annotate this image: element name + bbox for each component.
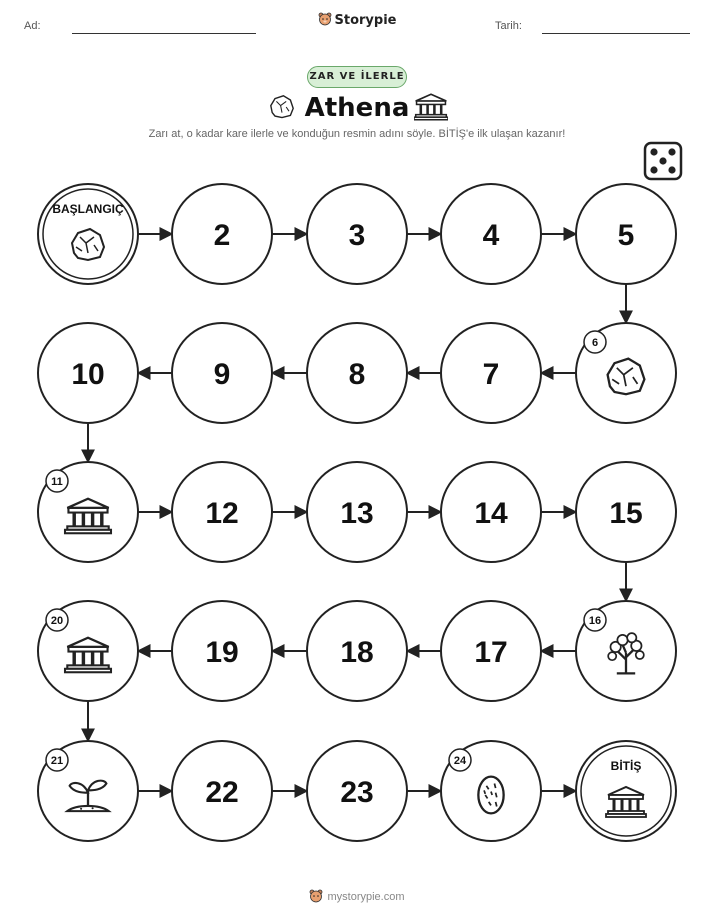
square-number: 22 bbox=[205, 776, 239, 809]
square-number-badge: 6 bbox=[591, 337, 599, 349]
finish-square[interactable] bbox=[576, 741, 676, 841]
footer-url: mystorypie.com bbox=[327, 891, 405, 903]
board-square-16[interactable] bbox=[576, 601, 676, 701]
board-square-18[interactable] bbox=[307, 601, 407, 701]
olive-icon bbox=[478, 777, 503, 814]
board-square-19[interactable] bbox=[172, 601, 272, 701]
square-number-badge: 21 bbox=[50, 755, 64, 767]
square-number-badge: 11 bbox=[51, 476, 63, 488]
board-square-7[interactable] bbox=[441, 323, 541, 423]
date-label: Tarih: bbox=[495, 20, 522, 32]
board-square-10[interactable] bbox=[38, 323, 138, 423]
start-label: BAŞLANGIÇ bbox=[52, 202, 124, 216]
board-square-15[interactable] bbox=[576, 462, 676, 562]
finish-label: BİTİŞ bbox=[610, 759, 642, 773]
board-square-4[interactable] bbox=[441, 184, 541, 284]
game-type-badge: ZAR VE İLERLE bbox=[307, 66, 407, 88]
board-square-5[interactable] bbox=[576, 184, 676, 284]
square-number: 3 bbox=[348, 219, 366, 252]
rock-icon bbox=[72, 229, 104, 260]
square-number: 23 bbox=[340, 776, 374, 809]
square-number: 7 bbox=[482, 358, 500, 391]
name-label: Ad: bbox=[24, 20, 41, 32]
storypie-bear-logo-icon bbox=[309, 889, 323, 903]
square-number-badge: 24 bbox=[453, 755, 467, 767]
square-number: 18 bbox=[340, 636, 374, 669]
square-number: 2 bbox=[213, 219, 231, 252]
board-square-14[interactable] bbox=[441, 462, 541, 562]
board-square-12[interactable] bbox=[172, 462, 272, 562]
square-number: 19 bbox=[205, 636, 239, 669]
board-square-21[interactable] bbox=[38, 741, 138, 841]
start-square[interactable] bbox=[38, 184, 138, 284]
brand-name: Storypie bbox=[334, 13, 397, 28]
square-number: 5 bbox=[617, 219, 635, 252]
page-title: Athena bbox=[304, 93, 410, 123]
square-number-badge: 20 bbox=[50, 615, 64, 627]
board-square-8[interactable] bbox=[307, 323, 407, 423]
board-square-20[interactable] bbox=[38, 601, 138, 701]
square-number: 10 bbox=[71, 358, 105, 391]
square-number: 12 bbox=[205, 497, 239, 530]
board-square-11[interactable] bbox=[38, 462, 138, 562]
board-square-17[interactable] bbox=[441, 601, 541, 701]
board-square-13[interactable] bbox=[307, 462, 407, 562]
rock-icon bbox=[608, 359, 645, 395]
square-number: 17 bbox=[474, 636, 508, 669]
square-number: 9 bbox=[213, 358, 231, 391]
board-square-23[interactable] bbox=[307, 741, 407, 841]
square-number: 13 bbox=[340, 497, 374, 530]
board-square-2[interactable] bbox=[172, 184, 272, 284]
footer bbox=[0, 889, 714, 903]
square-number: 4 bbox=[482, 219, 500, 252]
instructions: Zarı at, o kadar kare ilerle ve konduğun resmin adını söyle. BİTİŞ'e ilk ulaşan kazanır! bbox=[148, 128, 566, 140]
square-number: 14 bbox=[474, 497, 508, 530]
board-square-9[interactable] bbox=[172, 323, 272, 423]
board-square-24[interactable] bbox=[441, 741, 541, 841]
board-square-6[interactable] bbox=[576, 323, 676, 423]
board-square-3[interactable] bbox=[307, 184, 407, 284]
square-number: 15 bbox=[609, 497, 643, 530]
square-number-badge: 16 bbox=[588, 615, 602, 627]
board-square-22[interactable] bbox=[172, 741, 272, 841]
square-number: 8 bbox=[348, 358, 366, 391]
